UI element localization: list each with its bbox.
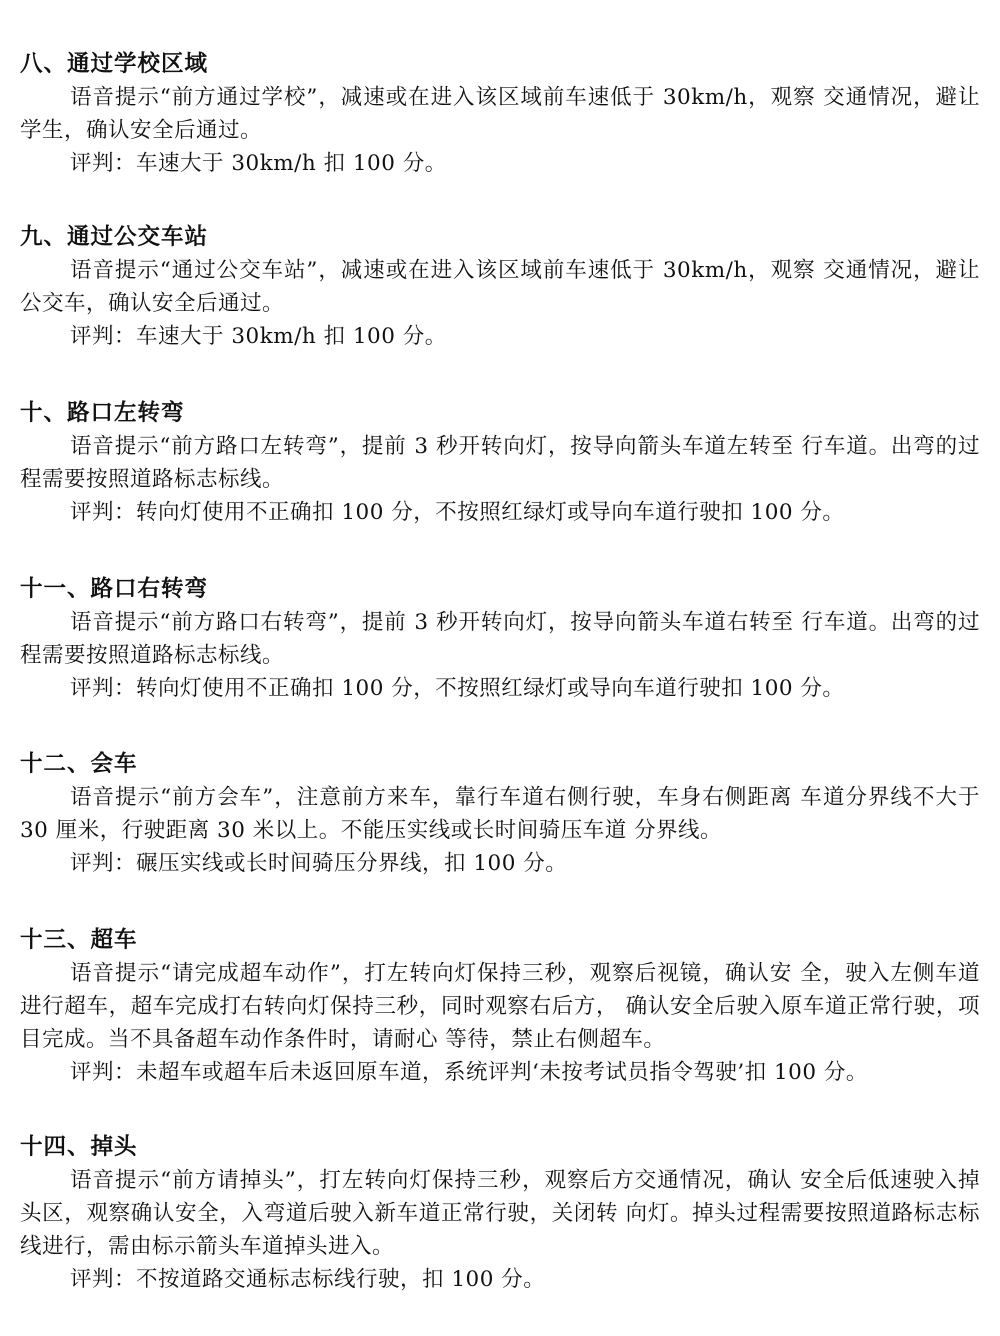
document-page: [20, 48, 980, 1336]
voice-prompt-text: 语音提示“前方会车”，注意前方来车，靠行车道右侧行驶，车身右侧距离 车道分界线不大于 30 厘米，行驶距离 30 米以上。不能压实线或长时间骑压车道 分界线。: [20, 785, 980, 843]
voice-prompt-text: 语音提示“通过公交车站”，减速或在进入该区域前车速低于 30km/h，观察 交通情况，避让公交车，确认安全后通过。: [20, 258, 980, 316]
verdict-text: 评判：转向灯使用不正确扣 100 分，不按照红绿灯或导向车道行驶扣 100 分。: [70, 676, 845, 701]
voice-prompt-text: 语音提示“前方请掉头”，打左转向灯保持三秒，观察后方交通情况，确认 安全后低速驶入掉头区，观察确认安全，入弯道后驶入新车道正常行驶，关闭转 向灯。掉头过程需要按照道路标志标线进行，需由标示箭头车道掉头进入。: [20, 1168, 980, 1259]
verdict-text: 评判：碾压实线或长时间骑压分界线，扣 100 分。: [70, 851, 568, 876]
section-heading: 九、通过公交车站: [20, 224, 209, 250]
section-heading: 十、路口左转弯: [20, 400, 185, 426]
section-right-turn: [20, 573, 980, 705]
verdict-text: 评判：车速大于 30km/h 扣 100 分。: [70, 324, 447, 349]
section-bus-stop: [20, 221, 980, 353]
section-u-turn: [20, 1131, 980, 1296]
section-meeting-vehicle: [20, 748, 980, 880]
verdict-text: 评判：车速大于 30km/h 扣 100 分。: [70, 151, 447, 176]
verdict-text: 评判：未超车或超车后未返回原车道，系统评判‘未按考试员指令驾驶’扣 100 分。: [70, 1060, 868, 1085]
section-heading: 十二、会车: [20, 751, 138, 777]
section-school-zone: [20, 48, 980, 180]
voice-prompt-text: 语音提示“前方通过学校”，减速或在进入该区域前车速低于 30km/h，观察 交通情况，避让学生，确认安全后通过。: [20, 85, 980, 143]
section-heading: 八、通过学校区域: [20, 51, 209, 77]
section-heading: 十四、掉头: [20, 1134, 138, 1160]
section-left-turn: [20, 397, 980, 529]
verdict-text: 评判：不按道路交通标志标线行驶，扣 100 分。: [70, 1267, 546, 1292]
verdict-text: 评判：转向灯使用不正确扣 100 分，不按照红绿灯或导向车道行驶扣 100 分。: [70, 500, 845, 525]
voice-prompt-text: 语音提示“前方路口右转弯”，提前 3 秒开转向灯，按导向箭头车道右转至 行车道。出弯的过程需要按照道路标志标线。: [20, 610, 980, 668]
section-heading: 十一、路口右转弯: [20, 576, 209, 602]
voice-prompt-text: 语音提示“前方路口左转弯”，提前 3 秒开转向灯，按导向箭头车道左转至 行车道。出弯的过程需要按照道路标志标线。: [20, 434, 980, 492]
section-heading: 十三、超车: [20, 927, 138, 953]
voice-prompt-text: 语音提示“请完成超车动作”，打左转向灯保持三秒，观察后视镜，确认安 全，驶入左侧车道进行超车，超车完成打右转向灯保持三秒，同时观察右后方， 确认安全后驶入原车道正常行驶，项目完成。当不具备超车动作条件时，请耐心 等待，禁止右侧超车。: [20, 961, 980, 1052]
section-overtaking: [20, 924, 980, 1089]
